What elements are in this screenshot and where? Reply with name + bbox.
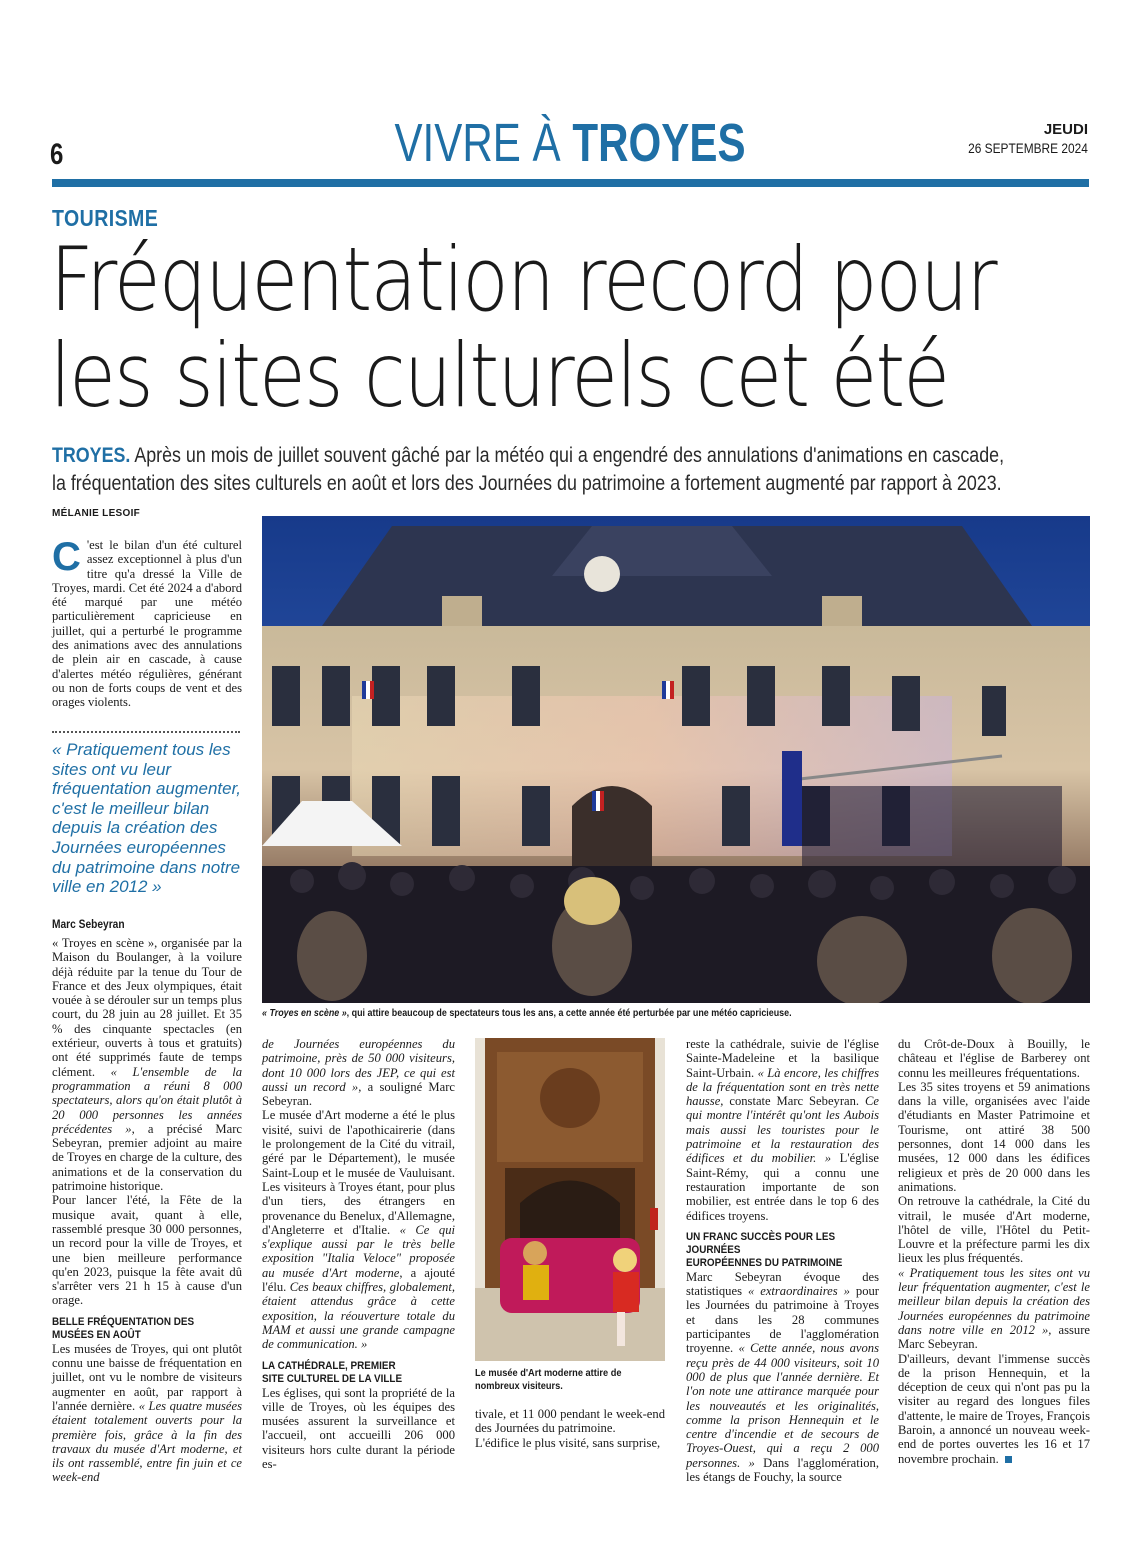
column-4: [686, 1037, 879, 1484]
subheading: BELLE FRÉQUENTATION DES MUSÉES EN AOÛT: [52, 1315, 195, 1341]
text: , assure Marc Sebeyran.: [898, 1322, 1090, 1352]
text: Dans l'agglomération, les étangs de Fouchy, la source: [686, 1455, 879, 1485]
subheading-line: UN FRANC SUCCÈS POUR LES JOURNÉES: [686, 1230, 836, 1256]
quote: « Les quatre musées étaient totalement ouverts pour la première fois, grâce à la fin des travaux du musée d'Art moderne, et ils ont rassemblé, entre fin juin et ce week-end: [52, 1398, 242, 1485]
subheading-line: SITE CULTUREL DE LA VILLE: [262, 1372, 403, 1385]
paragraph: tivale, et 11 000 pendant le week-end des Journées du patrimoine.: [475, 1407, 665, 1436]
paragraph: Les 35 sites troyens et 59 animations dans la ville, organisées avec l'aide d'étudiants en Master Patrimoine et Tourisme, ont attiré 38 500 personnes, dont 14 000 dans les musées, 12 000 dans les édifices religieux et près de 20 000 dans les animations.: [898, 1079, 1090, 1194]
paragraph: [262, 1037, 455, 1108]
photo-museum: [475, 1038, 665, 1361]
text: « Troyes en scène », organisée par la Maison du Boulanger, à la voilure déjà réduite par la tenue du Tour de France et des Jeux olympiques, était vouée à se dérouler sur un temps plus court, du 28 juin au 28 juillet. Et 35 % des cinquante spectacles (en extérieur, ouverts à tous et gratuits) ont été supprimés faute de temps clément.: [52, 936, 242, 1079]
text: , constate Marc Sebeyran.: [720, 1094, 865, 1109]
column-3: [475, 1407, 665, 1450]
museum-fireplace-illustration: [475, 1038, 665, 1361]
quote: « Pratiquement tous les sites ont vu leur fréquentation augmenter, c'est le meilleur bilan depuis la création des Journées européennes du patrimoine dans notre ville en 2012 »: [898, 1265, 1090, 1337]
column-1-intro: [52, 535, 242, 710]
text: , a souligné Marc Sebeyran.: [262, 1079, 455, 1109]
paragraph: Pour lancer l'été, la Fête de la musique avait, quant à elle, rassemblé presque 30 000 personnes, un record pour la ville de Troyes, et une bien meilleure performance qu'en 2023, puisque la fête avait dû s'arrêter vers 21 h 15 à cause d'un orage.: [52, 1193, 242, 1308]
headline-line-1: Fréquentation record pour: [50, 228, 996, 331]
subheading: [262, 1360, 436, 1386]
paragraph: Les églises, qui sont la propriété de la ville de Troyes, où les équipes des musées assurent la surveillance et l'accueil, ont accueilli 206 000 visiteurs hors culte durant la période es-: [262, 1385, 455, 1472]
drop-cap: C: [52, 535, 81, 579]
standfirst-dateline: TROYES.: [52, 444, 131, 467]
pullquote-divider: [52, 731, 240, 733]
kicker: TOURISME: [52, 205, 159, 231]
paragraph: [898, 1266, 1090, 1352]
text: D'ailleurs, devant l'immense succès de la prison Hennequin, et la déception de ceux qui n'ont pas pu la visiter au regard des longues files d'attente, le maire de Troyes, François Baroin, a annoncé un nouveau week-end de portes ouvertes les 16 et 17 novembre prochain.: [898, 1351, 1090, 1466]
quote: Ce qui montre l'intérêt qu'ont les Aubois mais aussi les touristes pour le patrimoine et la restauration des édifices et du mobilier. »: [686, 1094, 879, 1166]
museum-photo-caption: Le musée d'Art moderne attire de nombreux visiteurs.: [475, 1367, 622, 1392]
headline: [50, 228, 996, 427]
section-title: [125, 113, 1014, 173]
byline: MÉLANIE LESOIF: [52, 508, 141, 519]
paragraph: [686, 1037, 879, 1223]
caption-quote: « Troyes en scène »: [262, 1007, 347, 1019]
end-of-article-square-icon: [1005, 1456, 1012, 1463]
paragraph: [52, 936, 242, 1193]
issue-full-date: 26 SEPTEMBRE 2024: [968, 139, 1088, 156]
text: L'église Saint-Rémy, qui a connu une restauration importante de son mobilier, est entrée dans le top 6 des édifices troyens.: [686, 1151, 879, 1223]
town-hall-concert-illustration: [262, 516, 1090, 1003]
quote: « Là encore, les chiffres de la fréquentation sont en très nette hausse: [686, 1065, 879, 1109]
standfirst: [52, 442, 1038, 498]
paragraph: [898, 1352, 1090, 1466]
standfirst-text-2: la fréquentation des sites culturels en août et lors des Journées du patrimoine a fortement augmenté par rapport à 2023.: [52, 472, 1002, 495]
paragraph: du Crôt-de-Doux à Bouilly, le château et l'église de Barberey ont connu les meilleures fréquentations.: [898, 1037, 1090, 1080]
paragraph: [52, 1342, 242, 1485]
text: , a ajouté l'élu.: [262, 1265, 455, 1295]
column-1-body: [52, 936, 242, 1485]
header-rule: [52, 179, 1089, 187]
section-title-light: VIVRE À: [394, 113, 573, 173]
caption-text: , qui attire beaucoup de spectateurs tous les ans, a cette année été perturbée par une météo capricieuse.: [346, 1007, 792, 1019]
text: pour les Journées du patrimoine à Troyes et dans les 28 communes participantes de l'agglomération troyenne.: [686, 1284, 880, 1356]
quote: « Cette année, nous avons reçu près de 44 000 visiteurs, soit 10 000 de plus que l'année dernière. Et l'on note une attirance marquée pour les nouveautés et les originalités, comme la prison Hennequin et le centre d'incendie et de secours de Troyes-Ouest, qui a reçu 2 000 personnes. »: [686, 1341, 879, 1470]
quote: de Journées européennes du patrimoine, près de 50 000 visiteurs, dont 10 000 lors des JEP, ce qui est aussi un record »: [262, 1037, 455, 1094]
main-photo-caption: [262, 1007, 966, 1019]
section-title-bold: TROYES: [572, 113, 746, 173]
text: Le musée d'Art moderne a été le plus visité, suivi de l'apothicairerie (dans le prolongement de la Cité du vitrail, géré par le Département), le musée Saint-Loup et le musée de Vauluisant. Les visiteurs à Troyes étant, pour plus d'un tiers, des étrangers en provenance du Benelux, d'Allemagne, d'Angleterre et d'Italie.: [262, 1108, 455, 1237]
headline-line-2: les sites culturels cet été: [50, 324, 949, 427]
subheading: [686, 1231, 860, 1270]
pullquote: « Pratiquement tous les sites ont vu leur fréquentation augmenter, c'est le meilleur bilan depuis la création des Journées européennes du patrimoine dans notre ville en 2012 »: [52, 740, 242, 897]
paragraph: On retrouve la cathédrale, la Cité du vitrail, le musée d'Art moderne, l'hôtel de ville, l'Hôtel du Petit-Louvre et la préfecture parmi les dix lieux les plus fréquentés.: [898, 1194, 1090, 1266]
issue-day: JEUDI: [1043, 121, 1088, 138]
issue-date: [947, 121, 1088, 157]
text: , a précisé Marc Sebeyran, premier adjoint au maire de Troyes en charge de la culture, des animations et de la conservation du patrimoine historique.: [52, 1121, 242, 1194]
text: Marc Sebeyran évoque des statistiques: [686, 1269, 879, 1299]
quote: « L'ensemble de la programmation a réuni 8 000 spectateurs, alors qu'on était plutôt à 20 000 personnes les années précédentes »: [52, 1064, 242, 1136]
text: Les musées de Troyes, qui ont plutôt connu une baisse de fréquentation en juillet, ont vu le nombre de visiteurs augmenter en août, par rapport à l'année dernière.: [52, 1341, 242, 1413]
intro-paragraph: 'est le bilan d'un été culturel assez exceptionnel à plus d'un titre qu'a dressé la Ville de Troyes, mardi. Cet été 2024 a d'abord été marqué par une météo particulièrement capricieuse en juillet, qui a perturbé le programme des animations avec des annulations de plein air en cascade, à cause d'alertes météo régulières, générant ou non de forts coups de vent et des orages violents.: [52, 538, 242, 710]
subheading-line: EUROPÉENNES DU PATRIMOINE: [686, 1256, 843, 1269]
text: reste la cathédrale, suivie de l'église Sainte-Madeleine et la basilique Saint-Urbain.: [686, 1037, 879, 1080]
quote: « Ce qui s'explique aussi par le très belle exposition "Italia Veloce" proposée au musée d'Art moderne: [262, 1222, 455, 1280]
paragraph: [686, 1270, 879, 1484]
subheading-line: LA CATHÉDRALE, PREMIER: [262, 1359, 396, 1372]
quote: Ces beaux chiffres, globalement, étaient attendus grâce à cette exposition, la réouverture totale du MAM et aussi une grande campagne de communication. »: [262, 1280, 455, 1352]
paragraph: L'édifice le plus visité, sans surprise,: [475, 1435, 661, 1450]
column-5: [898, 1037, 1090, 1466]
photo-troyes-en-scene: [262, 516, 1090, 1003]
paragraph: [262, 1108, 455, 1351]
quote: « extraordinaires »: [747, 1284, 850, 1299]
column-2: [262, 1037, 455, 1471]
pullquote-author: Marc Sebeyran: [52, 917, 125, 931]
standfirst-text: Après un mois de juillet souvent gâché par la météo qui a engendré des annulations d'animations en cascade,: [130, 444, 1005, 467]
page-number: 6: [50, 138, 63, 171]
